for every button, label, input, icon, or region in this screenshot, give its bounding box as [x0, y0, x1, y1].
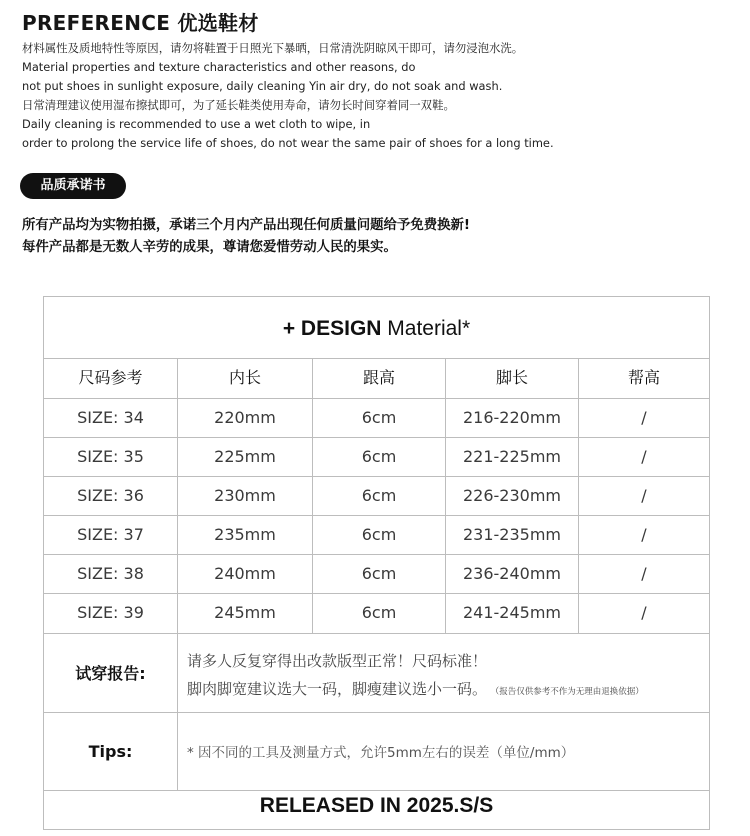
trial-report-advice: 脚肉脚宽建议选大一码，脚瘦建议选小一码。 — [187, 680, 488, 698]
table-title — [44, 297, 709, 359]
size-cell: SIZE: 39 — [77, 603, 144, 622]
heel-height-cell: 6cm — [361, 603, 397, 622]
upper-height-cell: / — [641, 603, 647, 622]
header-upper-height: 帮高 — [627, 368, 660, 387]
upper-height-cell: / — [641, 447, 647, 466]
upper-height-cell: / — [641, 408, 647, 427]
table-title-prefix: + DESIGN — [282, 317, 382, 340]
header-heel-height: 跟高 — [362, 368, 395, 387]
header-foot-length: 脚长 — [495, 368, 528, 387]
inner-length-cell: 225mm — [214, 447, 276, 466]
preference-title: PREFERENCE 优选鞋材 — [22, 11, 259, 35]
trial-report-label: 试穿报告: — [75, 664, 146, 683]
size-cell: SIZE: 36 — [77, 486, 144, 505]
heel-height-cell: 6cm — [361, 486, 397, 505]
foot-length-cell: 236-240mm — [462, 564, 562, 583]
tips-label: Tips: — [88, 742, 133, 761]
size-cell: SIZE: 37 — [77, 525, 144, 544]
preference-line: Daily cleaning is recommended to use a wet cloth to wipe, in — [22, 117, 371, 131]
foot-length-cell: 226-230mm — [462, 486, 562, 505]
header-size: 尺码参考 — [78, 368, 143, 387]
inner-length-cell: 235mm — [214, 525, 276, 544]
heel-height-cell: 6cm — [361, 408, 397, 427]
header-inner-length: 内长 — [228, 368, 261, 387]
inner-length-cell: 220mm — [214, 408, 276, 427]
quality-badge: 品质承诺书 — [20, 173, 126, 199]
inner-length-cell: 230mm — [214, 486, 276, 505]
inner-length-cell: 240mm — [214, 564, 276, 583]
quality-line: 所有产品均为实物拍摄，承诺三个月内产品出现任何质量问题给予免费换新! — [22, 218, 470, 233]
preference-line: order to prolong the service life of shoes, do not wear the same pair of shoes for a long time. — [22, 136, 554, 150]
size-cell: SIZE: 38 — [77, 564, 144, 583]
preference-line: not put shoes in sunlight exposure, daily cleaning Yin air dry, do not soak and wash. — [22, 79, 503, 93]
tips-text: * 因不同的工具及测量方式，允许5mm左右的误差（单位/mm） — [187, 745, 575, 761]
trial-report-line — [187, 678, 644, 699]
size-table — [43, 296, 710, 830]
preference-line: 日常清理建议使用湿布擦拭即可，为了延长鞋类使用寿命，请勿长时间穿着同一双鞋。 — [22, 98, 455, 112]
heel-height-cell: 6cm — [361, 564, 397, 583]
quality-line: 每件产品都是无数人辛劳的成果，尊请您爱惜劳动人民的果实。 — [22, 240, 397, 255]
table-title-suffix: Material* — [381, 317, 471, 340]
upper-height-cell: / — [641, 525, 647, 544]
upper-height-cell: / — [641, 486, 647, 505]
release-text: RELEASED IN 2025.S/S — [259, 794, 494, 817]
upper-height-cell: / — [641, 564, 647, 583]
preference-line: 材料属性及质地特性等原因，请勿将鞋置于日照光下暴晒，日常清洗阴晾风干即可，请勿浸泡水洗。 — [22, 41, 524, 55]
grid-line — [44, 633, 709, 634]
size-cell: SIZE: 34 — [77, 408, 144, 427]
foot-length-cell: 231-235mm — [462, 525, 562, 544]
inner-length-cell: 245mm — [214, 603, 276, 622]
heel-height-cell: 6cm — [361, 525, 397, 544]
foot-length-cell: 241-245mm — [462, 603, 562, 622]
trial-report-note: （报告仅供参考不作为无理由退换依据） — [495, 687, 644, 697]
foot-length-cell: 221-225mm — [462, 447, 562, 466]
heel-height-cell: 6cm — [361, 447, 397, 466]
trial-report-line: 请多人反复穿得出改款版型正常！尺码标准！ — [187, 652, 488, 670]
size-cell: SIZE: 35 — [77, 447, 144, 466]
preference-line: Material properties and texture characteristics and other reasons, do — [22, 60, 416, 74]
foot-length-cell: 216-220mm — [462, 408, 562, 427]
